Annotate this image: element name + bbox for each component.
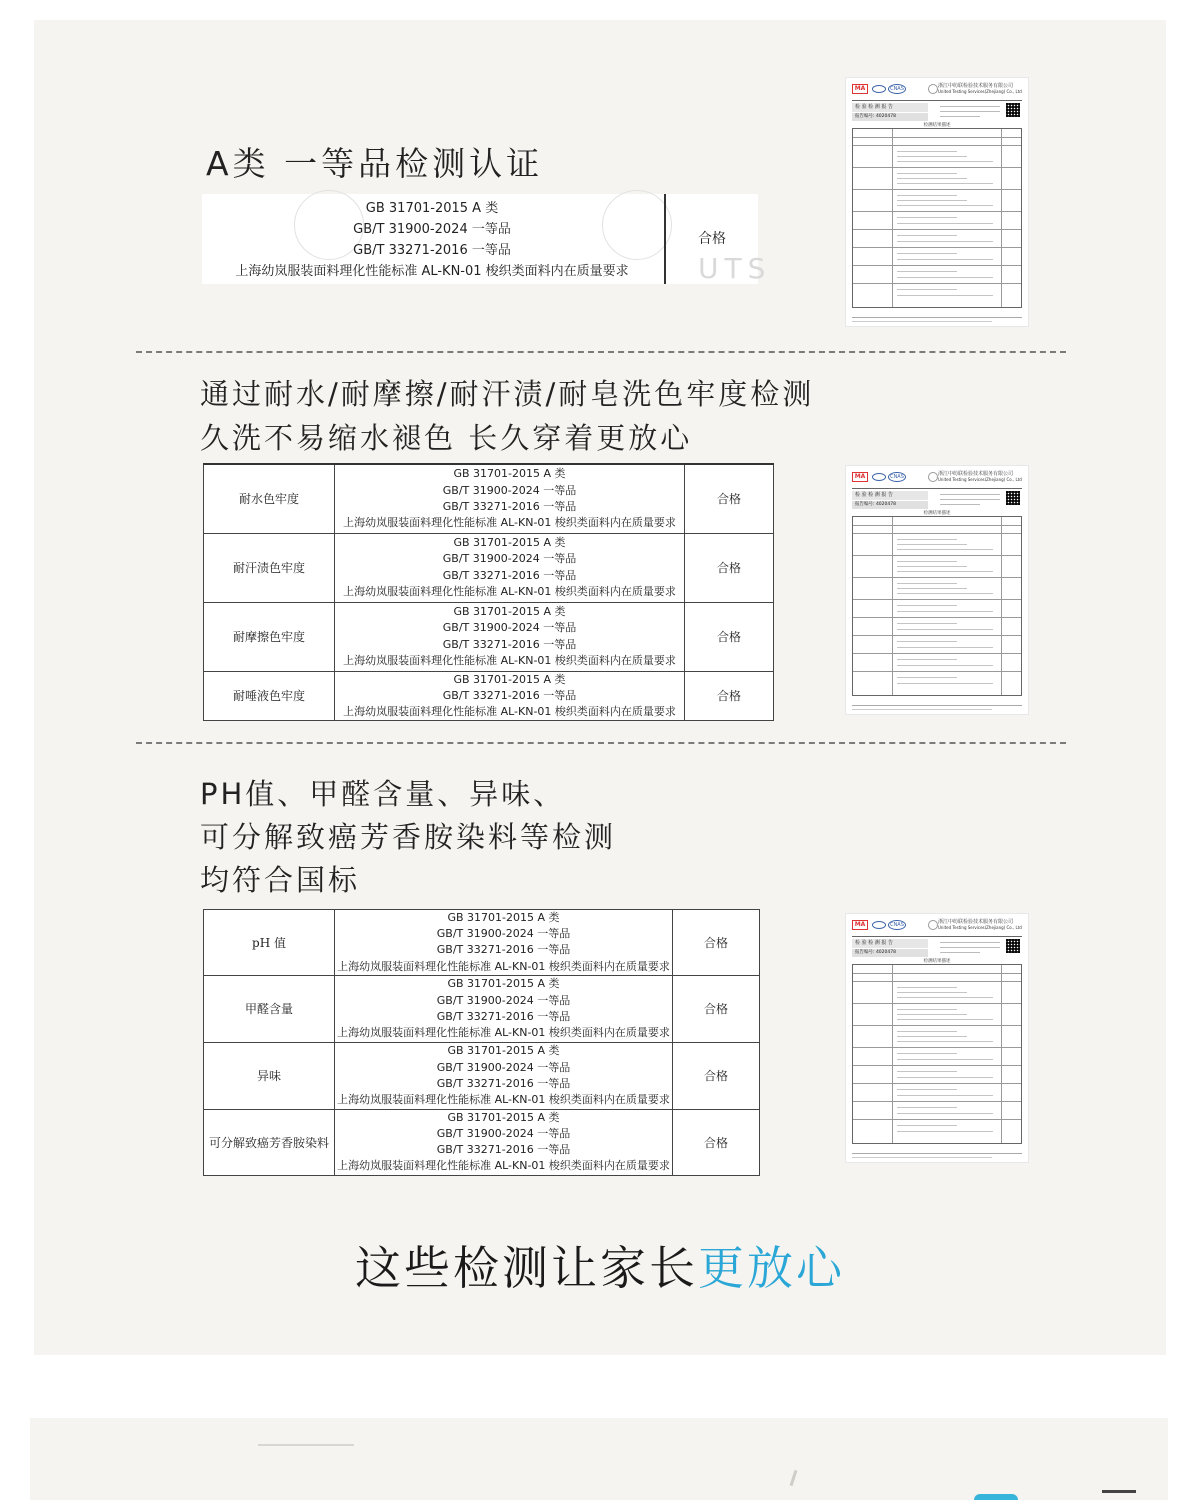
report-subheading: 检测结果描述 bbox=[923, 123, 951, 128]
report-org-cn: 浙江中纺联检验技术服务有限公司 bbox=[938, 83, 1014, 89]
section2-title-line: 久洗不易缩水褪色 长久穿着更放心 bbox=[200, 421, 693, 455]
test-result: 合格 bbox=[685, 533, 774, 602]
test-result: 合格 bbox=[685, 602, 774, 671]
report-table bbox=[852, 128, 1022, 308]
report-org-en: United Testing Services(Zhejiang) Co., Ltd bbox=[938, 925, 1022, 930]
test-standards: GB 31701-2015 A 类 GB/T 31900-2024 一等品 GB/T 33271-2016 一等品 上海幼岚服装面料理化性能标准 AL-KN-01 梭织类面料内在质量要求 bbox=[335, 1042, 673, 1109]
test-report-thumbnail bbox=[846, 78, 1028, 326]
cma-logo-icon: MA bbox=[852, 920, 868, 930]
report-text-line bbox=[940, 116, 980, 117]
table-row bbox=[204, 1109, 760, 1175]
section1-title: A类 一等品检测认证 bbox=[206, 144, 544, 183]
section1-standards-list bbox=[202, 198, 662, 282]
test-standards: GB 31701-2015 A 类 GB/T 33271-2016 一等品 上海幼岚服装面料理化性能标准 AL-KN-01 梭织类面料内在质量要求 bbox=[335, 671, 685, 721]
decorative-stroke bbox=[1102, 1490, 1136, 1500]
test-item: 耐水色牢度 bbox=[204, 464, 335, 533]
test-item: pH 值 bbox=[204, 910, 335, 976]
report-org-cn: 浙江中纺联检验技术服务有限公司 bbox=[938, 919, 1014, 925]
report-org-en: United Testing Services(Zhejiang) Co., Ltd bbox=[938, 477, 1022, 482]
qr-code-icon bbox=[1006, 103, 1020, 117]
cert-logos bbox=[852, 472, 932, 484]
test-report-thumbnail bbox=[846, 914, 1028, 1162]
report-header bbox=[852, 100, 1022, 120]
report-text-line bbox=[940, 111, 1000, 112]
org-logo-icon bbox=[928, 472, 938, 482]
standard-line: GB/T 31900-2024 一等品 bbox=[353, 222, 511, 237]
table-row bbox=[204, 602, 774, 671]
colorfastness-table bbox=[203, 463, 774, 721]
next-panel-preview bbox=[30, 1418, 1168, 1500]
report-org-en: United Testing Services(Zhejiang) Co., Ltd bbox=[938, 89, 1022, 94]
standard-line: GB 31701-2015 A 类 bbox=[365, 201, 499, 216]
section-divider bbox=[136, 351, 1066, 353]
test-standards: GB 31701-2015 A 类 GB/T 31900-2024 一等品 GB/T 33271-2016 一等品 上海幼岚服装面料理化性能标准 AL-KN-01 梭织类面料内在质量要求 bbox=[335, 602, 685, 671]
report-table bbox=[852, 964, 1022, 1144]
closing-slogan bbox=[0, 1232, 1200, 1298]
test-result: 合格 bbox=[673, 1042, 760, 1109]
section3-title-line: 可分解致癌芳香胺染料等检测 bbox=[200, 820, 617, 854]
report-number: 报告编号: 4020478 bbox=[852, 113, 928, 121]
table-row bbox=[204, 533, 774, 602]
cnas-logo-icon: CNAS bbox=[888, 472, 906, 482]
report-heading: 检 验 检 测 报 告 bbox=[852, 491, 928, 500]
test-item: 甲醛含量 bbox=[204, 975, 335, 1042]
section3-title-line: PH值、甲醛含量、异味、 bbox=[200, 777, 566, 811]
section-divider bbox=[136, 742, 1066, 744]
test-result: 合格 bbox=[685, 671, 774, 721]
table-row bbox=[204, 671, 774, 721]
test-report-thumbnail bbox=[846, 466, 1028, 714]
section1-standards-block bbox=[202, 194, 772, 285]
section2-title-line: 通过耐水/耐摩擦/耐汗渍/耐皂洗色牢度检测 bbox=[200, 377, 815, 411]
report-number: 报告编号: 4020478 bbox=[852, 949, 928, 957]
qr-code-icon bbox=[1006, 939, 1020, 953]
decorative-accent bbox=[974, 1494, 1018, 1500]
org-logo-icon bbox=[928, 84, 938, 94]
test-result: 合格 bbox=[673, 975, 760, 1042]
test-result: 合格 bbox=[673, 1109, 760, 1175]
report-heading: 检 验 检 测 报 告 bbox=[852, 103, 928, 112]
cert-logos bbox=[852, 84, 932, 96]
cert-logos bbox=[852, 920, 932, 932]
test-standards: GB 31701-2015 A 类 GB/T 31900-2024 一等品 GB/T 33271-2016 一等品 上海幼岚服装面料理化性能标准 AL-KN-01 梭织类面料内在质量要求 bbox=[335, 1109, 673, 1175]
safety-test-table bbox=[203, 909, 760, 1176]
watermark-logo-icon: UTS bbox=[698, 252, 772, 285]
section1-result: 合格 bbox=[698, 231, 726, 247]
test-standards: GB 31701-2015 A 类 GB/T 31900-2024 一等品 GB/T 33271-2016 一等品 上海幼岚服装面料理化性能标准 AL-KN-01 梭织类面料内在质量要求 bbox=[335, 975, 673, 1042]
report-text-line bbox=[940, 106, 1000, 107]
report-subheading: 检测结果描述 bbox=[923, 511, 951, 516]
report-header bbox=[852, 488, 1022, 508]
cma-logo-icon: MA bbox=[852, 472, 868, 482]
table-row bbox=[204, 464, 774, 533]
test-standards: GB 31701-2015 A 类 GB/T 31900-2024 一等品 GB/T 33271-2016 一等品 上海幼岚服装面料理化性能标准 AL-KN-01 梭织类面料内在质量要求 bbox=[335, 910, 673, 976]
report-table bbox=[852, 516, 1022, 696]
qr-code-icon bbox=[1006, 491, 1020, 505]
test-standards: GB 31701-2015 A 类 GB/T 31900-2024 一等品 GB/T 33271-2016 一等品 上海幼岚服装面料理化性能标准 AL-KN-01 梭织类面料内在质量要求 bbox=[335, 464, 685, 533]
closing-highlight: 更放心 bbox=[698, 1241, 845, 1295]
org-logo-icon bbox=[928, 920, 938, 930]
report-heading: 检 验 检 测 报 告 bbox=[852, 939, 928, 948]
report-org-cn: 浙江中纺联检验技术服务有限公司 bbox=[938, 471, 1014, 477]
report-number: 报告编号: 4020478 bbox=[852, 501, 928, 509]
section3-title-line: 均符合国标 bbox=[200, 863, 361, 897]
test-result: 合格 bbox=[685, 464, 774, 533]
report-header bbox=[852, 936, 1022, 956]
cnas-logo-icon: CNAS bbox=[888, 920, 906, 930]
decorative-stroke bbox=[258, 1444, 354, 1446]
test-item: 异味 bbox=[204, 1042, 335, 1109]
ilac-logo-icon bbox=[872, 921, 886, 929]
table-row bbox=[204, 1042, 760, 1109]
standard-line: 上海幼岚服装面料理化性能标准 AL-KN-01 梭织类面料内在质量要求 bbox=[235, 264, 629, 279]
closing-text: 这些检测让家长 bbox=[355, 1241, 698, 1295]
ilac-logo-icon bbox=[872, 85, 886, 93]
test-item: 耐汗渍色牢度 bbox=[204, 533, 335, 602]
test-item: 可分解致癌芳香胺染料 bbox=[204, 1109, 335, 1175]
decorative-stroke bbox=[790, 1470, 798, 1486]
cma-logo-icon: MA bbox=[852, 84, 868, 94]
table-row bbox=[204, 975, 760, 1042]
test-result: 合格 bbox=[673, 910, 760, 976]
table-row bbox=[204, 910, 760, 976]
test-item: 耐摩擦色牢度 bbox=[204, 602, 335, 671]
test-item: 耐唾液色牢度 bbox=[204, 671, 335, 721]
standard-line: GB/T 33271-2016 一等品 bbox=[353, 243, 511, 258]
cnas-logo-icon: CNAS bbox=[888, 84, 906, 94]
test-standards: GB 31701-2015 A 类 GB/T 31900-2024 一等品 GB/T 33271-2016 一等品 上海幼岚服装面料理化性能标准 AL-KN-01 梭织类面料内在质量要求 bbox=[335, 533, 685, 602]
report-subheading: 检测结果描述 bbox=[923, 959, 951, 964]
ilac-logo-icon bbox=[872, 473, 886, 481]
